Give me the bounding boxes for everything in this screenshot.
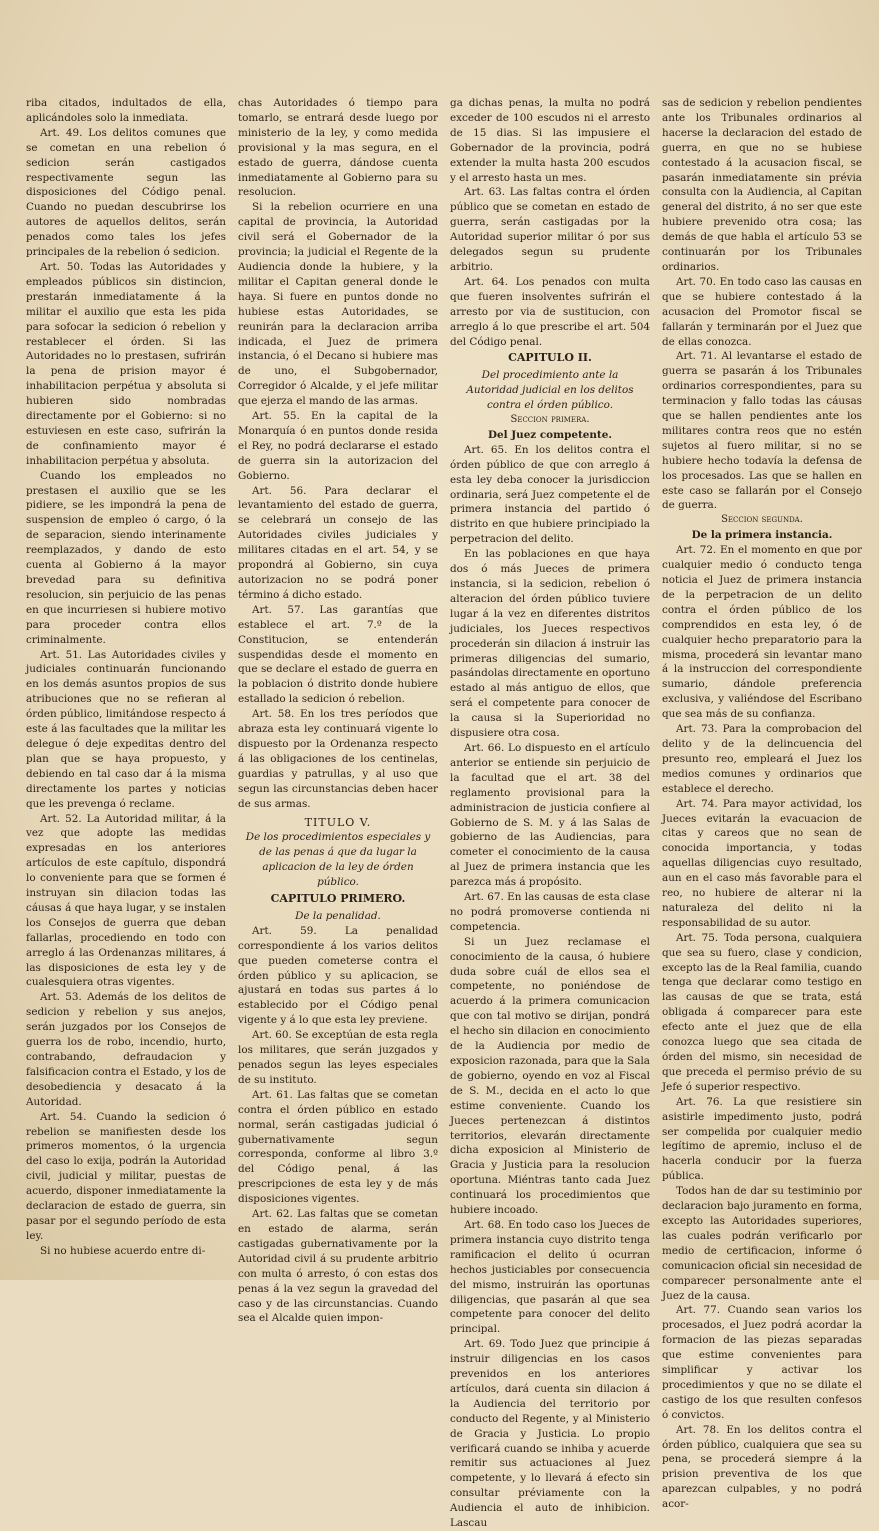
paragraph: Art. 61. Las faltas que se cometan contra el órden público en estado normal, serán castigadas judicial ó gubernativamente segun corresponda, conforme al libro 3.º del Código penal, á las prescripciones de esta ley y de más disposiciones vigentes. <box>238 1088 438 1206</box>
paragraph: Art. 51. Las Autoridades civiles y judiciales continuarán funcionando en los demás asuntos propios de sus atribuciones que no se refieran al órden público, limitándose respecto á este á las facultades que la militar les delegue ó deje expeditas dentro del plan que se haya propuesto, y debiendo en tal caso dar á la misma directamente los partes y noticias que les prevenga ó reclame. <box>26 648 226 810</box>
paragraph: CAPITULO II. <box>508 351 592 365</box>
paragraph: Seccion segunda. <box>721 514 803 526</box>
paragraph: Art. 69. Todo Juez que principie á instruir diligencias en los casos prevenidos en los anteriores artículos, dará cuenta sin dilacion á la Audiencia del territorio por conducto del Regente, y al Ministerio de Gracia y Justicia. Lo propio verificará cuando se inhiba y acuerde remitir sus actuaciones al Juez competente, y lo llevará á efecto sin consultar préviamente con la Audiencia el auto de inhibicion. Lascau <box>450 1338 650 1530</box>
paragraph: Art. 67. En las causas de esta clase no podrá promoverse contienda ni competencia. <box>450 891 650 933</box>
paragraph: Seccion primera. <box>510 414 590 426</box>
paragraph: Art. 76. La que resistiere sin asistirle impedimento justo, podrá ser compelida por cualquier medio legítimo de apremio, incluso el de hacerla conducir por la fuerza pública. <box>662 1095 862 1183</box>
paragraph: En las poblaciones en que haya dos ó más Jueces de primera instancia, si la sedicion, rebelion ó alteracion del órden público tuviere lugar á la vez en diferentes distritos judiciales, los Jueces respectivos procederán sin dilacion á instruir las primeras diligencias del sumario, pasándolas directamente en oportuno estado al más antiguo de ellos, que será el competente para conocer de la causa si la Superioridad no dispusiere otra cosa. <box>450 548 650 740</box>
paragraph: De los procedimientos especiales y de las penas á que da lugar la aplicacion de la ley de órden público. <box>245 831 431 889</box>
paragraph: Art. 60. Se exceptúan de esta regla los militares, que serán juzgados y penados segun las leyes especiales de su instituto. <box>238 1029 438 1086</box>
paragraph: Art. 52. La Autoridad militar, á la vez que adopte las medidas expresadas en los anteriores artículos de este capítulo, dispondrá lo conveniente para que se formen é instruyan sin dilacion todas las cáusas á que haya lugar, y se instalen los Consejos de guerra que deban fallarlas, procediendo en todo con arreglo á las Ordenanzas militares, á las disposiciones de esta ley y de cualesquiera otras vigentes. <box>26 812 226 989</box>
paragraph: chas Autoridades ó tiempo para tomarlo, se entrará desde luego por ministerio de la ley, y como medida provisional y la mas segura, en el estado de guerra, dándose cuenta inmediatamente al Gobierno para su resolucion. <box>238 97 438 199</box>
paragraph: CAPITULO PRIMERO. <box>270 892 406 906</box>
paragraph: sas de sedicion y rebelion pendientes ante los Tribunales ordinarios al hacerse la declaracion del estado de guerra, en que no se hubiese contestado á la acusacion fiscal, se pasarán inmediatamente sin prévia consulta con la Audiencia, al Capitan general del distrito, á no ser que este hubiere prevenido otra cosa; las demás de que habla el artículo 53 se continuarán por los Tribunales ordinarios. <box>662 97 862 273</box>
paragraph: Si la rebelion ocurriere en una capital de provincia, la Autoridad civil será el Gobernador de la provincia; la judicial el Regente de la Audiencia donde la hubiere, y la militar el Capitan general donde le haya. Si fuere en puntos donde no hubiese estas Autoridades, se reunirán para la declaracion arriba indicada, el Juez de primera instancia, ó el Decano si hubiere mas de uno, el Subgobernador, Corregidor ó Alcalde, y el jefe militar que ejerza el mando de las armas. <box>238 201 438 408</box>
text-column-1 <box>26 96 226 1280</box>
text-column-4 <box>662 96 862 1511</box>
paragraph: Art. 72. En el momento en que por cualquier medio ó conducto tenga noticia el Juez de primera instancia de la perpetracion de un delito contra el órden público de los comprendidos en esta ley, ó de cualquier hecho preparatorio para la misma, procederá sin levantar mano á la instruccion del correspondiente sumario, dándole preferencia exclusiva, y valiéndose del Escribano que sea más de su confianza. <box>662 544 862 721</box>
paragraph: Art. 65. En los delitos contra el órden público de que con arreglo á esta ley deba conocer la jurisdiccion ordinaria, será Juez competente el de primera instancia del partido ó distrito en que hubiere principiado la perpetracion del delito. <box>450 443 650 546</box>
paragraph: Art. 68. En todo caso los Jueces de primera instancia cuyo distrito tenga ramificacion el delito ú ocurran hechos justiciables por consecuencia del mismo, instruirán las oportunas diligencias, que pasarán al que sea competente para conocer del delito principal. <box>450 1218 650 1336</box>
paragraph: ga dichas penas, la multa no podrá exceder de 100 escudos ni el arresto de 15 dias. Si las impusiere el Gobernador de la provincia, podrá extender la multa hasta 200 escudos y el arresto hasta un mes. <box>450 97 650 184</box>
paragraph: Art. 57. Las garantías que establece el art. 7.º de la Constitucion, se entenderán suspendidas desde el momento en que se declare el estado de guerra en la poblacion ó distrito donde hubiere estallado la sedicion ó rebelion. <box>238 603 438 706</box>
paragraph: Cuando los empleados no prestasen el auxilio que se les pidiere, se les impondrá la pena de suspension de empleo ó cargo, ó la de separacion, siendo interinamente reemplazados, y dando de esto cuenta al Gobierno á la mayor brevedad para su definitiva resolucion, sin perjuicio de las penas en que incurriesen si hubiere motivo para proceder contra ellos criminalmente. <box>26 469 226 646</box>
paragraph: Art. 50. Todas las Autoridades y empleados públicos sin distincion, prestarán inmediatamente á la militar el auxilio que esta les pida para sofocar la sedicion ó rebelion y restablecer el órden. Si las Autoridades no lo prestasen, sufrirán la pena de prision mayor é inhabilitacion perpétua y absoluta si hubieren sido nombradas directamente por el Gobierno: si no estuviesen en este caso, sufrirán la de confinamiento mayor é inhabilitacion perpétua y absoluta. <box>26 260 226 467</box>
paragraph: Del Juez competente. <box>488 428 612 441</box>
paragraph: Art. 78. En los delitos contra el órden público, cualquiera que sea su pena, se procederá siempre á la prision preventiva de los que aparezcan culpables, y no podrá acor- <box>662 1423 862 1511</box>
paragraph: Art. 55. En la capital de la Monarquía ó en puntos donde resida el Rey, no podrá declararse el estado de guerra sin la autorizacion del Gobierno. <box>238 410 438 482</box>
paragraph: Art. 58. En los tres períodos que abraza esta ley continuará vigente lo dispuesto por la Ordenanza respecto á las obligaciones de los centinelas, guardias y patrullas, y al uso que segun las circunstancias deben hacer de sus armas. <box>238 708 438 810</box>
paragraph: Art. 75. Toda persona, cualquiera que sea su fuero, clase y condicion, excepto las de la Real familia, cuando tenga que declarar como testigo en las causas de que se trata, está obligada á comparecer para este efecto ante el juez que de ella conozca luego que sea citada de órden del mismo, sin necesidad de que preceda el permiso prévio de su Jefe ó superior respectivo. <box>662 931 862 1093</box>
paragraph: riba citados, indultados de ella, aplicándoles solo la inmediata. <box>26 97 226 124</box>
text-column-3 <box>450 96 650 1530</box>
paragraph: Del procedimiento ante la Autoridad judicial en los delitos contra el órden público. <box>466 369 634 412</box>
text-column-2 <box>238 96 438 1325</box>
paragraph: Art. 77. Cuando sean varios los procesados, el Juez podrá acordar la formacion de las piezas separadas que estime convenientes para simplificar y activar los procedimientos y que no se dilate el castigo de los que resulten confesos ó convictos. <box>662 1304 862 1421</box>
paragraph: Art. 64. Los penados con multa que fueren insolventes sufrirán el arresto por via de sustitucion, con arreglo á lo que prescribe el art. 504 del Código penal. <box>450 275 650 348</box>
paragraph: TITULO V. <box>304 815 372 829</box>
paragraph: Art. 73. Para la comprobacion del delito y de la delincuencia del presunto reo, empleará el Juez los medios comunes y ordinarios que establece el derecho. <box>662 723 862 795</box>
paragraph: Art. 56. Para declarar el levantamiento del estado de guerra, se celebrará un consejo de las Autoridades civiles judiciales y militares citadas en el art. 54, y se propondrá al Gobierno, sin cuya autorizacion no se podrá poner término á dicho estado. <box>238 484 438 601</box>
paragraph: Art. 70. En todo caso las causas en que se hubiere contestado á la acusacion del Promotor fiscal se fallarán y terminarán por el Juez que de ellas conozca. <box>662 275 862 348</box>
paragraph: Art. 66. Lo dispuesto en el artículo anterior se entiende sin perjuicio de la facultad que el art. 38 del reglamento provisional para la administracion de justicia confiere al Gobierno de S. M. y á las Salas de gobierno de las Audiencias, para cometer el conocimiento de la causa al Juez de primera instancia que les parezca más á propósito. <box>450 741 650 889</box>
paragraph: Art. 63. Las faltas contra el órden público que se cometan en estado de guerra, serán castigadas por la Autoridad superior militar ó por sus delegados segun su prudente arbitrio. <box>450 186 650 273</box>
paragraph: Art. 59. La penalidad correspondiente á los varios delitos que pueden cometerse contra el órden público y su aplicacion, se ajustará en todas sus partes á lo establecido por el Código penal vigente y á lo que esta ley previene. <box>238 924 438 1027</box>
paragraph: Art. 71. Al levantarse el estado de guerra se pasarán á los Tribunales ordinarios correspondientes, para su terminacion y fallo todas las cáusas que se hallen pendientes ante los militares contra reos que no estén sujetos al fuero militar, si no se hubiere hecho todavía la defensa de los procesados. Las que se hallen en este caso se fallarán por el Consejo de guerra. <box>662 350 862 512</box>
paragraph: Art. 54. Cuando la sedicion ó rebelion se manifiesten desde los primeros momentos, ó la urgencia del caso lo exija, podrán la Autoridad civil, judicial y militar, puestas de acuerdo, disponer inmediatamente la declaracion de estado de guerra, sin pasar por el segundo período de esta ley. <box>26 1110 226 1242</box>
paragraph: Si un Juez reclamase el conocimiento de la causa, ó hubiere duda sobre cuál de ellos sea el competente, no poniéndose de acuerdo á la primera comunicacion que con tal motivo se dirijan, pondrá el hecho sin dilacion en conocimiento de la Audiencia por medio de exposicion razonada, para que la Sala de gobierno, oyendo en voz al Fiscal de S. M., decida en el acto lo que estime conveniente. Cuando los Jueces pertenezcan á distintos territorios, elevarán directamente dicha exposicion al Ministerio de Gracia y Justicia para la resolucion oportuna. Miéntras tanto cada Juez continuará los procedimientos que hubiere incoado. <box>450 935 650 1217</box>
paragraph: De la primera instancia. <box>691 529 833 542</box>
paragraph: Si no hubiese acuerdo entre di- <box>40 1244 206 1257</box>
paragraph: Art. 53. Además de los delitos de sedicion y rebelion y sus anejos, serán juzgados por los Consejos de guerra los de robo, incendio, hurto, contrabando, defraudacion y falsificacion contra el Estado, y los de desobediencia y desacato á la Autoridad. <box>26 991 226 1108</box>
paragraph: Art. 49. Los delitos comunes que se cometan en una rebelion ó sedicion serán castigados respectivamente segun las disposiciones del Código penal. Cuando no puedan descubrirse los autores de aquellos delitos, serán penados como tales los jefes principales de la rebelion ó sedicion. <box>26 126 226 259</box>
paragraph: Art. 62. Las faltas que se cometan en estado de alarma, serán castigadas gubernativamente por la Autoridad civil á su prudente arbitrio con multa ó arresto, ó con estas dos penas á la vez segun la gravedad del caso y de las circunstancias. Cuando sea el Alcalde quien impon- <box>238 1208 438 1325</box>
paragraph: Art. 74. Para mayor actividad, los Jueces evitarán la evacuacion de citas y careos que no sean de conocida importancia, y todas aquellas diligencias cuyo resultado, aun en el caso más favorable para el reo, no hubiere de alterar ni la naturaleza del delito ni la responsabilidad de su autor. <box>662 797 862 929</box>
paragraph: De la penalidad. <box>295 909 381 922</box>
paragraph: Todos han de dar su testiminio por declaracion bajo juramento en forma, excepto las Autoridades superiores, las cuales podrán verificarlo por medio de certificacion, informe ó comunicacion oficial sin necesidad de comparecer personalmente ante el Juez de la causa. <box>662 1185 862 1302</box>
